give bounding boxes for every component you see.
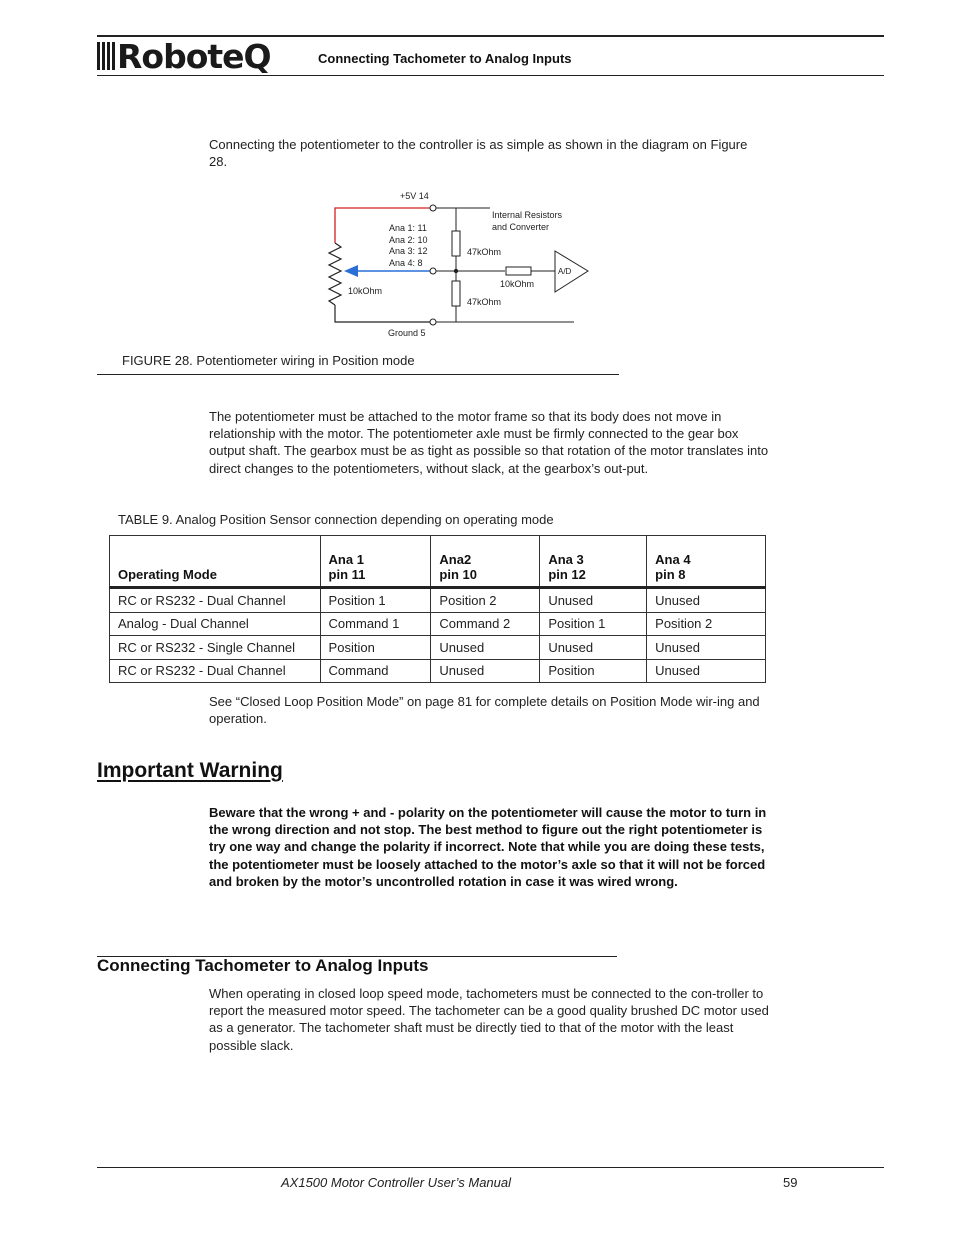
table-cell: Position 2 [647, 612, 766, 636]
junction-dot [454, 269, 458, 273]
label-r-top: 47kOhm [467, 247, 502, 257]
potentiometer-resistor [329, 243, 341, 305]
see-also-paragraph: See “Closed Loop Position Mode” on page 81 for complete details on Position Mode wir-ing and operation. [209, 694, 760, 727]
table-cell: Position 2 [431, 588, 540, 613]
table-cell: Position 1 [540, 612, 647, 636]
section-paragraph: When operating in closed loop speed mode, tachometers must be connected to the con-troller to report the measured motor speed. The tachometer can be a good quality brushed DC motor used as a generator. The tachometer shaft must be directly tied to that of the motor with the least possible slack. [209, 986, 769, 1053]
intro-paragraph: Connecting the potentiometer to the controller is as simple as shown in the diagram on Figure 28. [209, 137, 748, 170]
table-cell: Unused [647, 659, 766, 683]
table-cell: RC or RS232 - Dual Channel [110, 588, 321, 613]
logo-text: RoboteQ [117, 36, 271, 76]
label-ana3: Ana 3: 12 [389, 246, 428, 256]
footer-manual-title: AX1500 Motor Controller User’s Manual [281, 1175, 512, 1190]
warning-text: Beware that the wrong + and - polarity on the potentiometer will cause the motor to turn in the wrong direction and not stop. The best method to figure out the right potentiometer is try one way and change the polarity if incorrect. Note that while you are doing these tests, the potentiometer must be loosely attached to the motor’s axle so that it will not be forced and broken by the motor’s uncontrolled rotation in case it was wired wrong. [209, 805, 767, 889]
header-ana2: Ana2 pin 10 [431, 536, 540, 588]
label-adc: A/D [558, 267, 572, 276]
label-5v: +5V 14 [400, 191, 429, 201]
table-cell: Command 2 [431, 612, 540, 636]
label-ground: Ground 5 [388, 328, 426, 338]
table-cell: Unused [647, 636, 766, 660]
table-row [110, 636, 766, 660]
table-cell: Unused [540, 588, 647, 613]
label-ana1: Ana 1: 11 [389, 223, 427, 233]
table-row [110, 659, 766, 683]
potentiometer-wiring-diagram [300, 185, 600, 345]
footer-page-number: 59 [783, 1175, 798, 1190]
table-header-row [110, 536, 766, 588]
header-ana3: Ana 3 pin 12 [540, 536, 647, 588]
table-cell: Unused [431, 636, 540, 660]
terminal-ana [430, 268, 436, 274]
running-header-title: Connecting Tachometer to Analog Inputs [318, 51, 572, 66]
warning-heading: Important Warning [97, 759, 283, 782]
table-cell: Position [320, 636, 431, 660]
table-caption-prefix: TABLE 9. [118, 512, 173, 527]
position-sensor-table [109, 535, 766, 683]
resistor-47k-top [452, 231, 460, 256]
table-cell: Position 1 [320, 588, 431, 613]
table-cell: Unused [647, 588, 766, 613]
mounting-paragraph: The potentiometer must be attached to the motor frame so that its body does not move in relationship with the motor. The potentiometer axle must be firmly connected to the gear box output shaft. The gearbox must be as tight as possible so that rotation of the motor translates into direct changes to the potentiometers, without slack, at the gearbox’s out-put. [209, 409, 769, 476]
resistor-47k-bottom [452, 281, 460, 306]
header-ana1: Ana 1 pin 11 [320, 536, 431, 588]
header-ana4: Ana 4 pin 8 [647, 536, 766, 588]
wiper-arrow-icon [344, 265, 358, 277]
header-operating-mode: Operating Mode [110, 536, 321, 588]
label-internal-2: and Converter [492, 222, 550, 232]
table-caption [118, 512, 554, 527]
figure-caption-rule [97, 374, 619, 375]
table-cell: Analog - Dual Channel [110, 612, 321, 636]
table-cell: Command 1 [320, 612, 431, 636]
table-row [110, 612, 766, 636]
label-r-bottom: 47kOhm [467, 297, 502, 307]
figure-caption: FIGURE 28. Potentiometer wiring in Position mode [122, 353, 415, 368]
ground-wire [335, 305, 430, 322]
terminal-5v [430, 205, 436, 211]
table-cell: Command [320, 659, 431, 683]
label-r-series: 10kOhm [500, 279, 535, 289]
table-cell: RC or RS232 - Dual Channel [110, 659, 321, 683]
label-internal-1: Internal Resistors [492, 210, 563, 220]
resistor-10k-series [506, 267, 531, 275]
label-ana2: Ana 2: 10 [389, 235, 428, 245]
table-cell: Position [540, 659, 647, 683]
table-cell: Unused [540, 636, 647, 660]
label-pot: 10kOhm [348, 286, 383, 296]
table-cell: RC or RS232 - Single Channel [110, 636, 321, 660]
logo-bars-icon [97, 42, 115, 70]
header-bottom-rule [97, 75, 884, 76]
table-caption-title: Analog Position Sensor connection depending on operating mode [175, 512, 554, 527]
terminal-ground [430, 319, 436, 325]
footer-rule [97, 1167, 884, 1168]
label-ana4: Ana 4: 8 [389, 258, 423, 268]
section-heading: Connecting Tachometer to Analog Inputs [97, 956, 429, 975]
roboteq-logo [97, 38, 271, 74]
table-cell: Unused [431, 659, 540, 683]
table-row [110, 588, 766, 613]
